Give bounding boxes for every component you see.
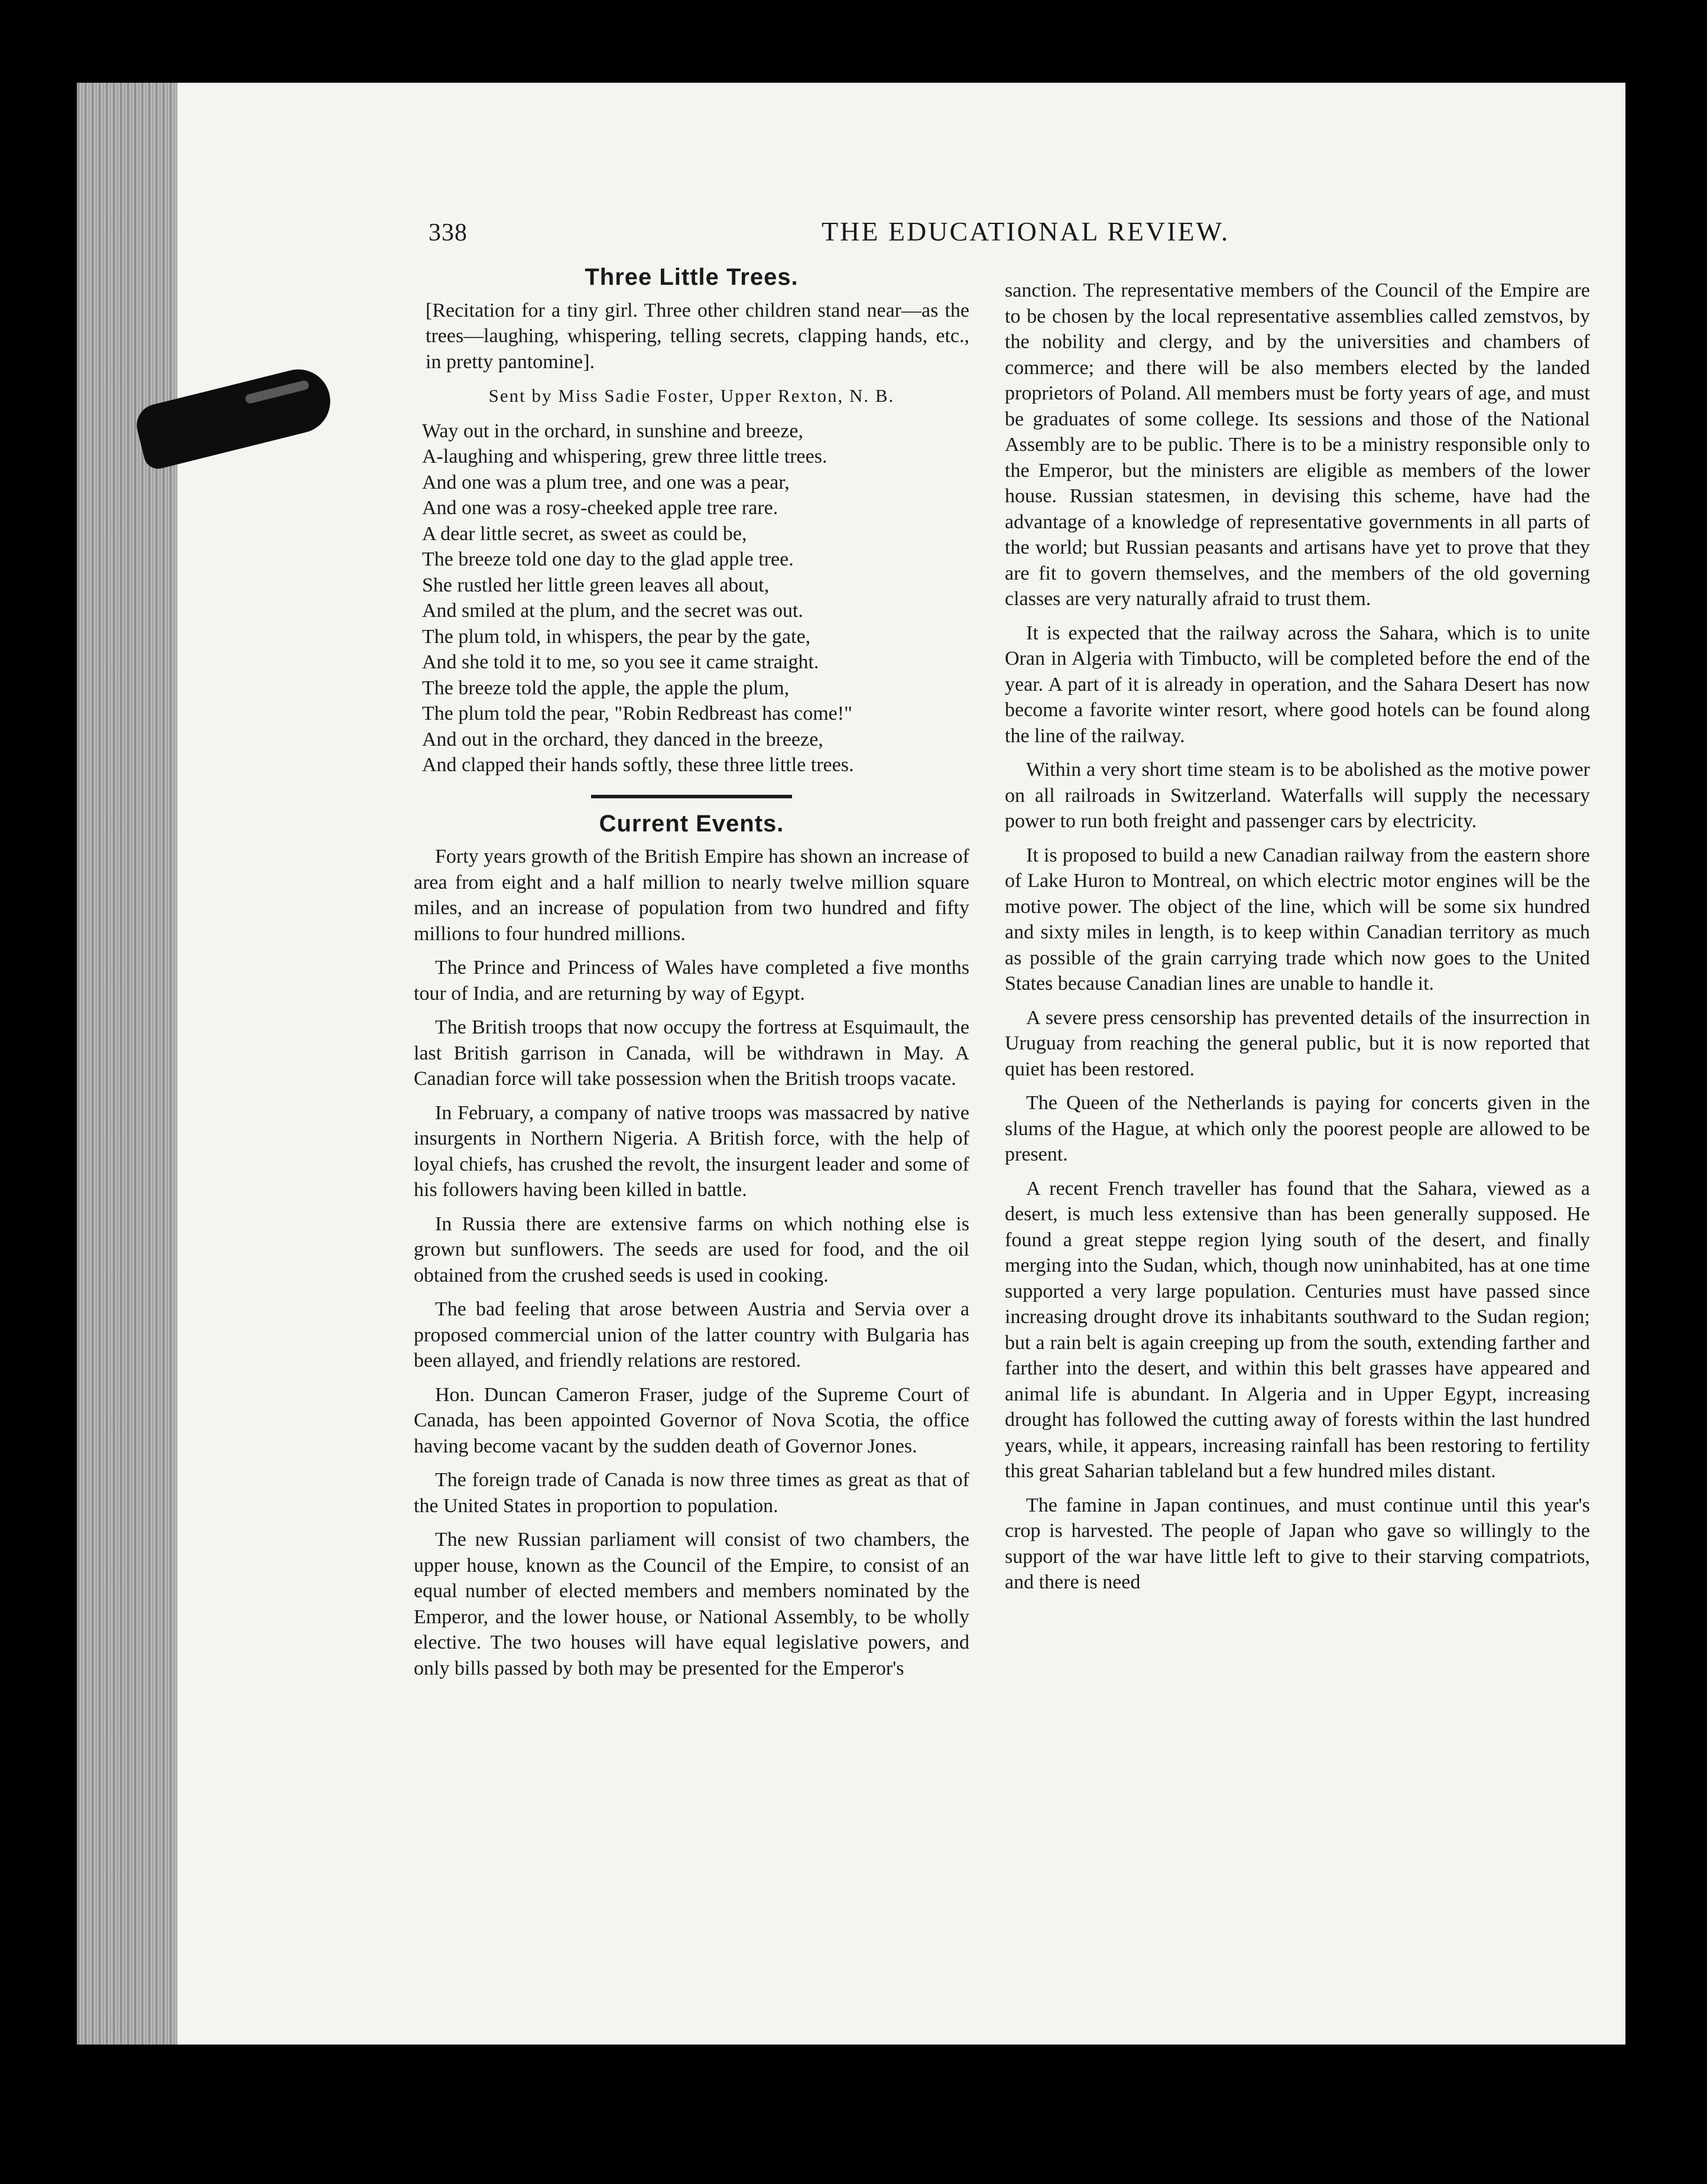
news-paragraph: It is proposed to build a new Canadian railway from the eastern shore of Lake Huron to Montreal, on which electric motor engines will be the motive power. The object of the line, which will be some six hundred and sixty miles in length, is to keep within Canadian territory as much as possible of the grain carrying trade which now goes to the United States because Canadian lines are unable to handle it. xyxy=(1005,844,1590,994)
news-paragraph: The British troops that now occupy the fortress at Esquimault, the last British garrison in Canada, will be withdrawn in May. A Canadian force will take possession when the British troops vacate. xyxy=(414,1016,969,1090)
page-binding-edge xyxy=(77,83,189,2045)
news-paragraph: It is expected that the railway across the Sahara, which is to unite Oran in Algeria with Timbucto, will be completed before the end of the year. A part of it is already in operation, and the Sahara Desert has now become a favorite winter resort, where good hotels can be found along the line of the railway. xyxy=(1005,622,1590,747)
news-paragraph: The Queen of the Netherlands is paying for concerts given in the slums of the Hague, at which only the poorest people are allowed to be present. xyxy=(1005,1092,1590,1165)
poem-line: A dear little secret, as sweet as could be, xyxy=(422,522,747,545)
news-paragraph: Within a very short time steam is to be abolished as the motive power on all railroads in Switzerland. Waterfalls will supply the necessary power to run both freight and passenger cars by electricity. xyxy=(1005,759,1590,832)
current-events-title: Current Events. xyxy=(599,810,784,837)
poem-title: Three Little Trees. xyxy=(585,264,799,290)
poem-line: She rustled her little green leaves all about, xyxy=(422,574,770,596)
poem-line: The breeze told one day to the glad apple tree. xyxy=(422,548,794,570)
right-column xyxy=(1005,278,1590,1604)
section-divider xyxy=(591,795,792,798)
news-paragraph: The Prince and Princess of Wales have completed a five months tour of India, and are returning by way of Egypt. xyxy=(414,957,969,1005)
news-paragraph: The bad feeling that arose between Austria and Servia over a proposed commercial union of the latter country with Bulgaria has been allayed, and friendly relations are restored. xyxy=(414,1298,969,1372)
poem-line: And clapped their hands softly, these three little trees. xyxy=(422,754,854,776)
running-head: THE EDUCATIONAL REVIEW. xyxy=(822,216,1230,246)
poem-line: And smiled at the plum, and the secret was out. xyxy=(422,600,803,622)
poem-line: And she told it to me, so you see it came straight. xyxy=(422,651,819,673)
poem-line: The plum told the pear, "Robin Redbreast has come!" xyxy=(422,703,852,724)
news-paragraph: The new Russian parliament will consist of two chambers, the upper house, known as the Council of the Empire, to consist of an equal number of elected members and members nominated by the Emperor, and the lower house, or National Assembly, to be wholly elective. The two houses will have equal legislative powers, and only bills passed by both may be presented for the Emperor's xyxy=(414,1529,969,1679)
poem-byline: Sent by Miss Sadie Foster, Upper Rexton, N. B. xyxy=(488,385,895,406)
poem-line: The plum told, in whispers, the pear by the gate, xyxy=(422,625,811,648)
poem-intro: [Recitation for a tiny girl. Three other children stand near—as the trees—laughing, whispering, telling secrets, clapping hands, etc., in pretty pantomine]. xyxy=(426,299,969,373)
page-number: 338 xyxy=(429,219,468,246)
poem-line: The breeze told the apple, the apple the plum, xyxy=(422,677,790,699)
news-paragraph: In Russia there are extensive farms on which nothing else is grown but sunflowers. The seeds are used for food, and the oil obtained from the crushed seeds is used in cooking. xyxy=(414,1213,969,1286)
poem-line: A-laughing and whispering, grew three little trees. xyxy=(422,446,827,467)
news-paragraph-continued: sanction. The representative members of the Council of the Empire are to be chosen by the local representative assemblies called zemstvos, by the nobility and clergy, and by the universities and chambers of commerce; and there will be also members elected by the landed proprietors of Poland. All members must be forty years of age, and must be graduates of some college. Its sessions and those of the National Assembly are to be public. There is to be a ministry responsible only to the Emperor, but the ministers are eligible as members of the lower house. Russian statesmen, in devising this scheme, have had the advantage of a knowledge of representative governments in all parts of the world; but Russian peasants and artisans have yet to prove that they are fit to govern themselves, and the members of the old governing classes are very naturally afraid to trust them. xyxy=(1005,280,1590,610)
news-paragraph: A severe press censorship has prevented details of the insurrection in Uruguay from reaching the general public, but it is now reported that quiet has been restored. xyxy=(1005,1006,1590,1080)
news-paragraph: The famine in Japan continues, and must continue until this year's crop is harvested. The people of Japan who gave so willingly to the support of the war have little left to give to their starving compatriots, and there is need xyxy=(1005,1494,1590,1593)
poem-line: And out in the orchard, they danced in the breeze, xyxy=(422,728,823,750)
left-column xyxy=(414,265,969,1689)
news-paragraph: A recent French traveller has found that the Sahara, viewed as a desert, is much less extensive than has been generally supposed. He found a great steppe region lying south of the desert, and finally merging into the Sudan, which, though now uninhabited, has at one time supported a very large population. Centuries must have passed since increasing drought drove its inhabitants southward to the Sudan region; but a rain belt is again creeping up from the south, extending farther and farther into the desert, and within this belt grasses have appeared and animal life is abundant. In Algeria and in Upper Egypt, increasing drought has followed the cutting away of forests within the last hundred years, while, it appears, increasing rainfall has been restoring to fertility this great Saharian tableland but a few hundred miles distant. xyxy=(1005,1177,1590,1482)
news-paragraph: In February, a company of native troops was massacred by native insurgents in Northern Nigeria. A British force, with the help of loyal chiefs, has crushed the revolt, the insurgent leader and some of his followers having been killed in battle. xyxy=(414,1101,969,1201)
poem-line: And one was a rosy-cheeked apple tree rare. xyxy=(422,497,778,519)
poem-line: And one was a plum tree, and one was a pear, xyxy=(422,471,790,493)
poem-line: Way out in the orchard, in sunshine and breeze, xyxy=(422,420,803,442)
news-paragraph: The foreign trade of Canada is now three times as great as that of the United States in proportion to population. xyxy=(414,1469,969,1517)
news-paragraph: Hon. Duncan Cameron Fraser, judge of the Supreme Court of Canada, has been appointed Governor of Nova Scotia, the office having become vacant by the sudden death of Governor Jones. xyxy=(414,1383,969,1457)
poem-body xyxy=(414,418,969,778)
news-paragraph: Forty years growth of the British Empire has shown an increase of area from eight and a half million to nearly twelve million square miles, and an increase of population from two hundred and fifty millions to four hundred millions. xyxy=(414,846,969,945)
